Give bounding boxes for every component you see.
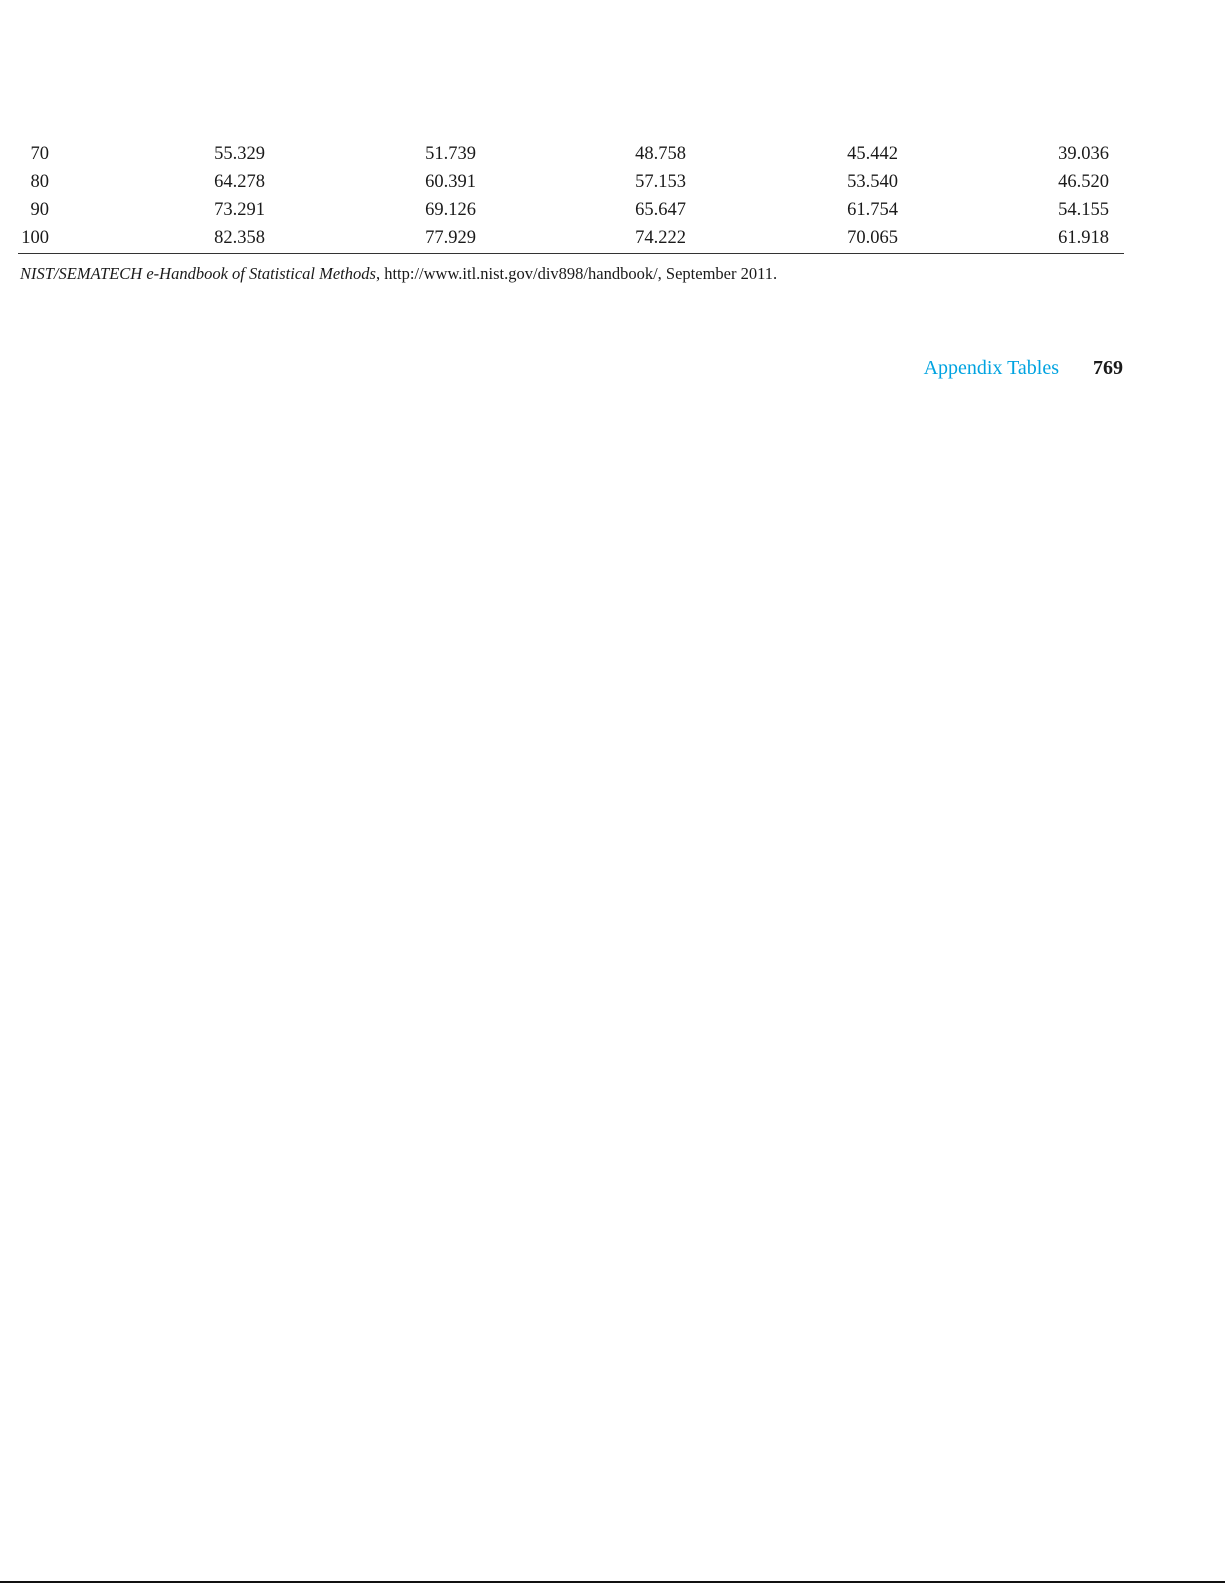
critical-value-cell: 61.754 [847,199,898,220]
critical-value-cell: 53.540 [847,171,898,192]
critical-value-cell: 46.520 [1058,171,1109,192]
critical-value-cell: 64.278 [214,171,265,192]
critical-value-cell: 82.358 [214,227,265,248]
table-source-note [20,264,777,284]
degrees-of-freedom-cell: 90 [30,199,49,220]
table-body [18,140,1124,252]
table-row [18,196,1124,224]
source-title: NIST/SEMATECH e-Handbook of Statistical Methods [20,264,376,283]
degrees-of-freedom-cell: 70 [30,143,49,164]
critical-value-cell: 48.758 [635,143,686,164]
critical-value-cell: 70.065 [847,227,898,248]
page-number: 769 [1093,357,1123,379]
critical-value-cell: 65.647 [635,199,686,220]
critical-value-cell: 74.222 [635,227,686,248]
critical-values-table-continued [18,140,1124,252]
table-row [18,168,1124,196]
critical-value-cell: 45.442 [847,143,898,164]
critical-value-cell: 69.126 [425,199,476,220]
running-section-title: Appendix Tables [923,357,1059,379]
table-row [18,224,1124,252]
critical-value-cell: 60.391 [425,171,476,192]
critical-value-cell: 51.739 [425,143,476,164]
source-details: , http://www.itl.nist.gov/div898/handbook/, September 2011. [375,264,778,283]
critical-value-cell: 54.155 [1058,199,1109,220]
degrees-of-freedom-cell: 100 [21,227,49,248]
critical-value-cell: 61.918 [1058,227,1109,248]
critical-value-cell: 73.291 [214,199,265,220]
critical-value-cell: 77.929 [425,227,476,248]
table-row [18,140,1124,168]
critical-value-cell: 39.036 [1058,143,1109,164]
critical-values-table [18,140,1124,252]
critical-value-cell: 55.329 [214,143,265,164]
page-bottom-edge [0,1581,1225,1583]
degrees-of-freedom-cell: 80 [30,171,49,192]
critical-value-cell: 57.153 [635,171,686,192]
table-bottom-rule [18,253,1124,254]
running-footer [924,357,1123,380]
